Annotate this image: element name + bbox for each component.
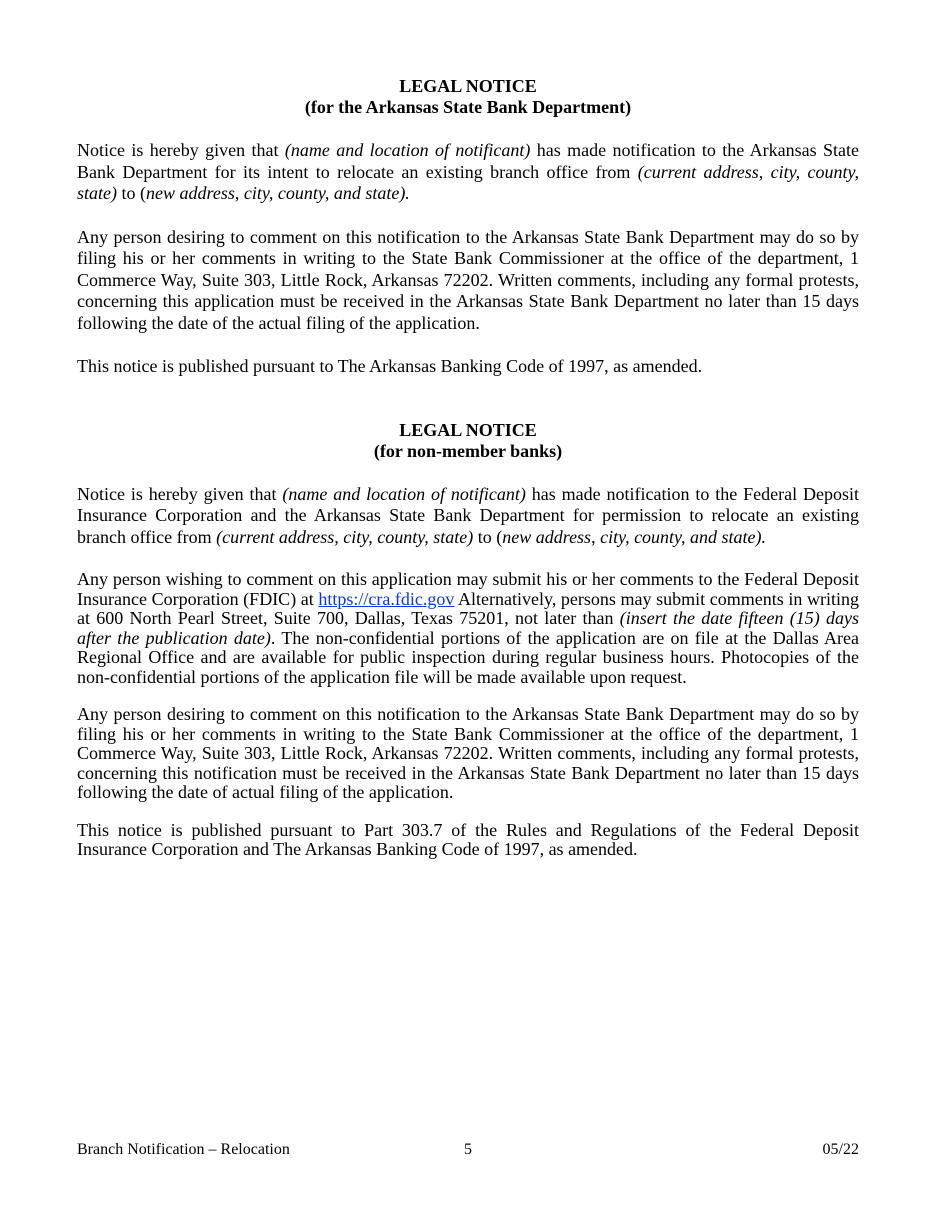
section1-p1-text-4: ,: [234, 183, 244, 203]
section2-p2-text-3: . The non-confidential portions of the application are on file at the Dallas Area Regional Office and are available for public inspection during regular business hours. Photocopies of the non-confidential portions of the application file will be made available upon request.: [77, 627, 859, 687]
section2-notice-paragraph: [77, 484, 859, 549]
section2-p2-italic-1: (insert the date fifteen (15) days after the publication date): [77, 608, 859, 648]
footer-page-number: 5: [464, 1141, 472, 1158]
section2-p1-italic-1: (name and location of notificant): [282, 483, 526, 504]
fdic-link[interactable]: https://cra.fdic.gov: [318, 588, 455, 609]
section1-p1-italic-1: (name and location of notificant): [284, 140, 531, 160]
section1-p1-text-2: has made notification to the Arkansas State Bank Department for its intent to relocate an existing branch office from: [77, 140, 860, 182]
section1-p1-text-3: to (: [117, 183, 146, 203]
section2-p1-italic-2: (current address, city, county, state): [216, 526, 474, 547]
document-body: [77, 76, 859, 860]
footer-document-title: Branch Notification – Relocation: [77, 1141, 290, 1158]
section2-p1-italic-4: city, county, and state).: [600, 526, 767, 547]
section2-publication-paragraph: This notice is published pursuant to Part 303.7 of the Rules and Regulations of the Federal Deposit Insurance Corporation and The Arkansas Banking Code of 1997, as amended.: [77, 819, 859, 859]
section1-subtitle: (for the Arkansas State Bank Department): [304, 97, 632, 117]
section2-p2-text-1: Any person wishing to comment on this application may submit his or her comments to the Federal Deposit Insurance Corporation (FDIC) at: [77, 569, 859, 609]
page-footer: [77, 1140, 859, 1159]
section1-notice-paragraph: [77, 140, 859, 205]
section1-title: LEGAL NOTICE: [399, 76, 537, 96]
section2-fdic-comment-paragraph: [77, 570, 859, 687]
section1-p1-italic-3: new address: [146, 183, 235, 203]
footer-revision-date: 05/22: [822, 1141, 859, 1158]
section1-p1-italic-4: city, county, and state).: [243, 183, 410, 203]
section2-title: LEGAL NOTICE: [399, 419, 537, 440]
section2-p1-text-1: Notice is hereby given that: [77, 483, 283, 504]
section2-p1-text-4: ,: [591, 526, 601, 547]
section1-p1-text-1: Notice is hereby given that: [77, 140, 285, 160]
section2-p1-text-2: has made notification to the Federal Deposit Insurance Corporation and the Arkansas State Bank Department for permission to relocate an existing branch office from: [77, 483, 859, 547]
section1-p1-italic-2: (current address, city, county, state): [77, 161, 859, 203]
section2-p1-italic-3: new address: [502, 526, 592, 547]
section2-p1-text-3: to (: [473, 526, 503, 547]
section1-publication-paragraph: This notice is published pursuant to The Arkansas Banking Code of 1997, as amended.: [77, 356, 703, 376]
section2-subtitle: (for non-member banks): [373, 440, 563, 461]
section2-state-comment-paragraph: Any person desiring to comment on this notification to the Arkansas State Bank Department may do so by filing his or her comments in writing to the State Bank Commissioner at the office of the department, 1 Commerce Way, Suite 303, Little Rock, Arkansas 72202. Written comments, including any formal protests, concerning this notification must be received in the Arkansas State Bank Department no later than 15 days following the date of actual filing of the application.: [77, 704, 859, 802]
section1-comment-paragraph: Any person desiring to comment on this notification to the Arkansas State Bank Department may do so by filing his or her comments in writing to the State Bank Commissioner at the office of the department, 1 Commerce Way, Suite 303, Little Rock, Arkansas 72202. Written comments, including any formal protests, concerning this application must be received in the Arkansas State Bank Department no later than 15 days following the date of the actual filing of the application.: [77, 226, 859, 333]
section2-p2-text-2: Alternatively, persons may submit comments in writing at 600 North Pearl Street, Suite 700, Dallas, Texas 75201, not later than: [77, 588, 860, 628]
